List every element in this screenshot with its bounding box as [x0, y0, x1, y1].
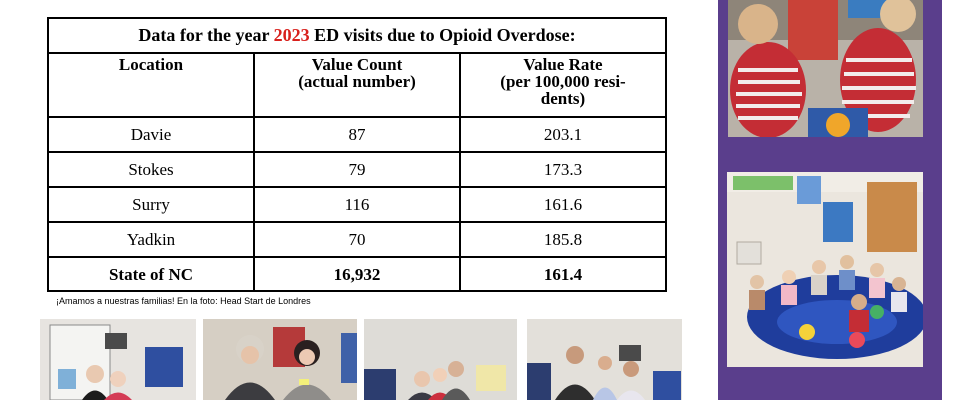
table-row: Stokes 79 173.3: [48, 152, 666, 187]
table-total-row: State of NC 16,932 161.4: [48, 257, 666, 291]
family-photo-2: [203, 319, 357, 400]
table-row: Surry 116 161.6: [48, 187, 666, 222]
family-photo-3: [364, 319, 517, 400]
table-title: Data for the year 2023 ED visits due to Opioid Overdose:: [48, 18, 666, 53]
table-row: Davie 87 203.1: [48, 117, 666, 152]
table-row: Yadkin 70 185.8: [48, 222, 666, 257]
family-photo-1: [40, 319, 196, 400]
family-photo-4: [527, 319, 682, 400]
table-title-year: 2023: [273, 25, 310, 45]
classroom-photo-circle-time: [727, 172, 923, 367]
header-value-rate: Value Rate (per 100,000 resi- dents): [460, 53, 666, 117]
header-value-count: Value Count (actual number): [254, 53, 460, 117]
photo-caption: ¡Amamos a nuestras familias! En la foto: Head Start de Londres: [56, 296, 311, 306]
classroom-photo-children-sitting: [728, 0, 923, 137]
opioid-data-table: [47, 17, 667, 292]
header-location: Location: [48, 53, 254, 117]
